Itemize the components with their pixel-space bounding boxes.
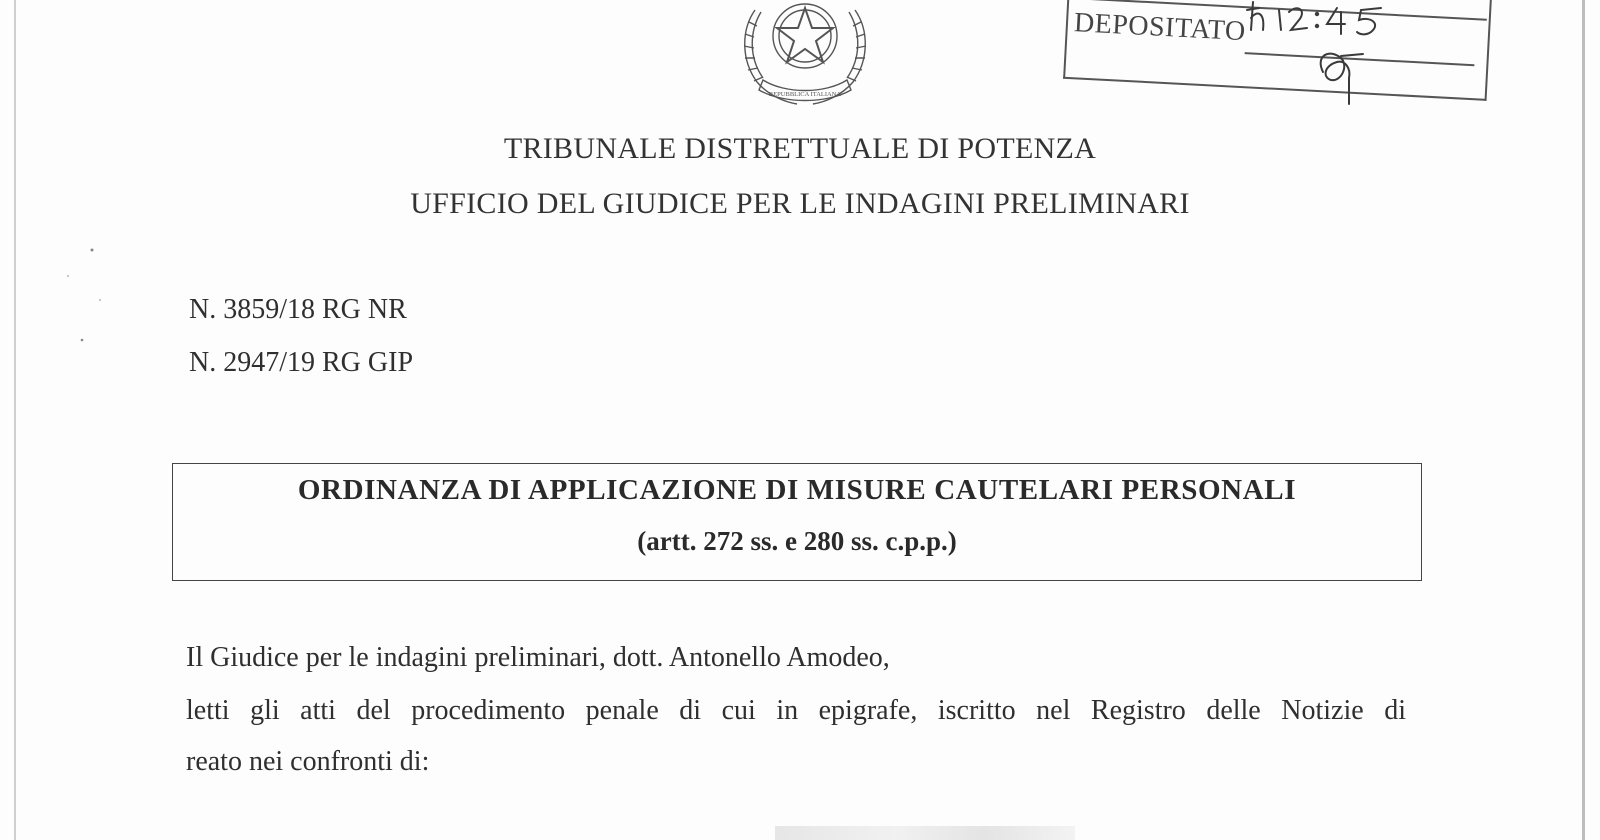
order-title-box <box>172 463 1422 581</box>
redacted-name <box>775 826 1075 840</box>
stamp-label: DEPOSITATO <box>1073 7 1247 48</box>
body-line-against: reato nei confronti di: <box>186 746 430 777</box>
emblem-ribbon-text: REPUBBLICA ITALIANA <box>768 91 842 98</box>
order-subtitle: (artt. 272 ss. e 280 ss. c.p.p.) <box>637 526 957 556</box>
scan-specks <box>60 240 120 360</box>
case-ref-rg-nr: N. 3859/18 RG NR <box>189 294 407 325</box>
case-ref-rg-gip: N. 2947/19 RG GIP <box>189 347 414 378</box>
handwritten-time-signature <box>1245 0 1425 110</box>
page-edge-right <box>1582 0 1585 840</box>
body-line-proceedings: letti gli atti del procedimento penale di cui in epigrafe, iscritto nel Registro delle Notizie di <box>186 695 1406 726</box>
office-name: UFFICIO DEL GIUDICE PER LE INDAGINI PRELIMINARI <box>410 187 1190 220</box>
court-name: TRIBUNALE DISTRETTUALE DI POTENZA <box>503 132 1097 165</box>
order-title: ORDINANZA DI APPLICAZIONE DI MISURE CAUTELARI PERSONALI <box>297 474 1297 506</box>
body-line-judge: Il Giudice per le indagini preliminari, dott. Antonello Amodeo, <box>186 642 890 673</box>
page-edge-left <box>14 0 16 840</box>
italian-republic-emblem-icon <box>735 0 875 112</box>
